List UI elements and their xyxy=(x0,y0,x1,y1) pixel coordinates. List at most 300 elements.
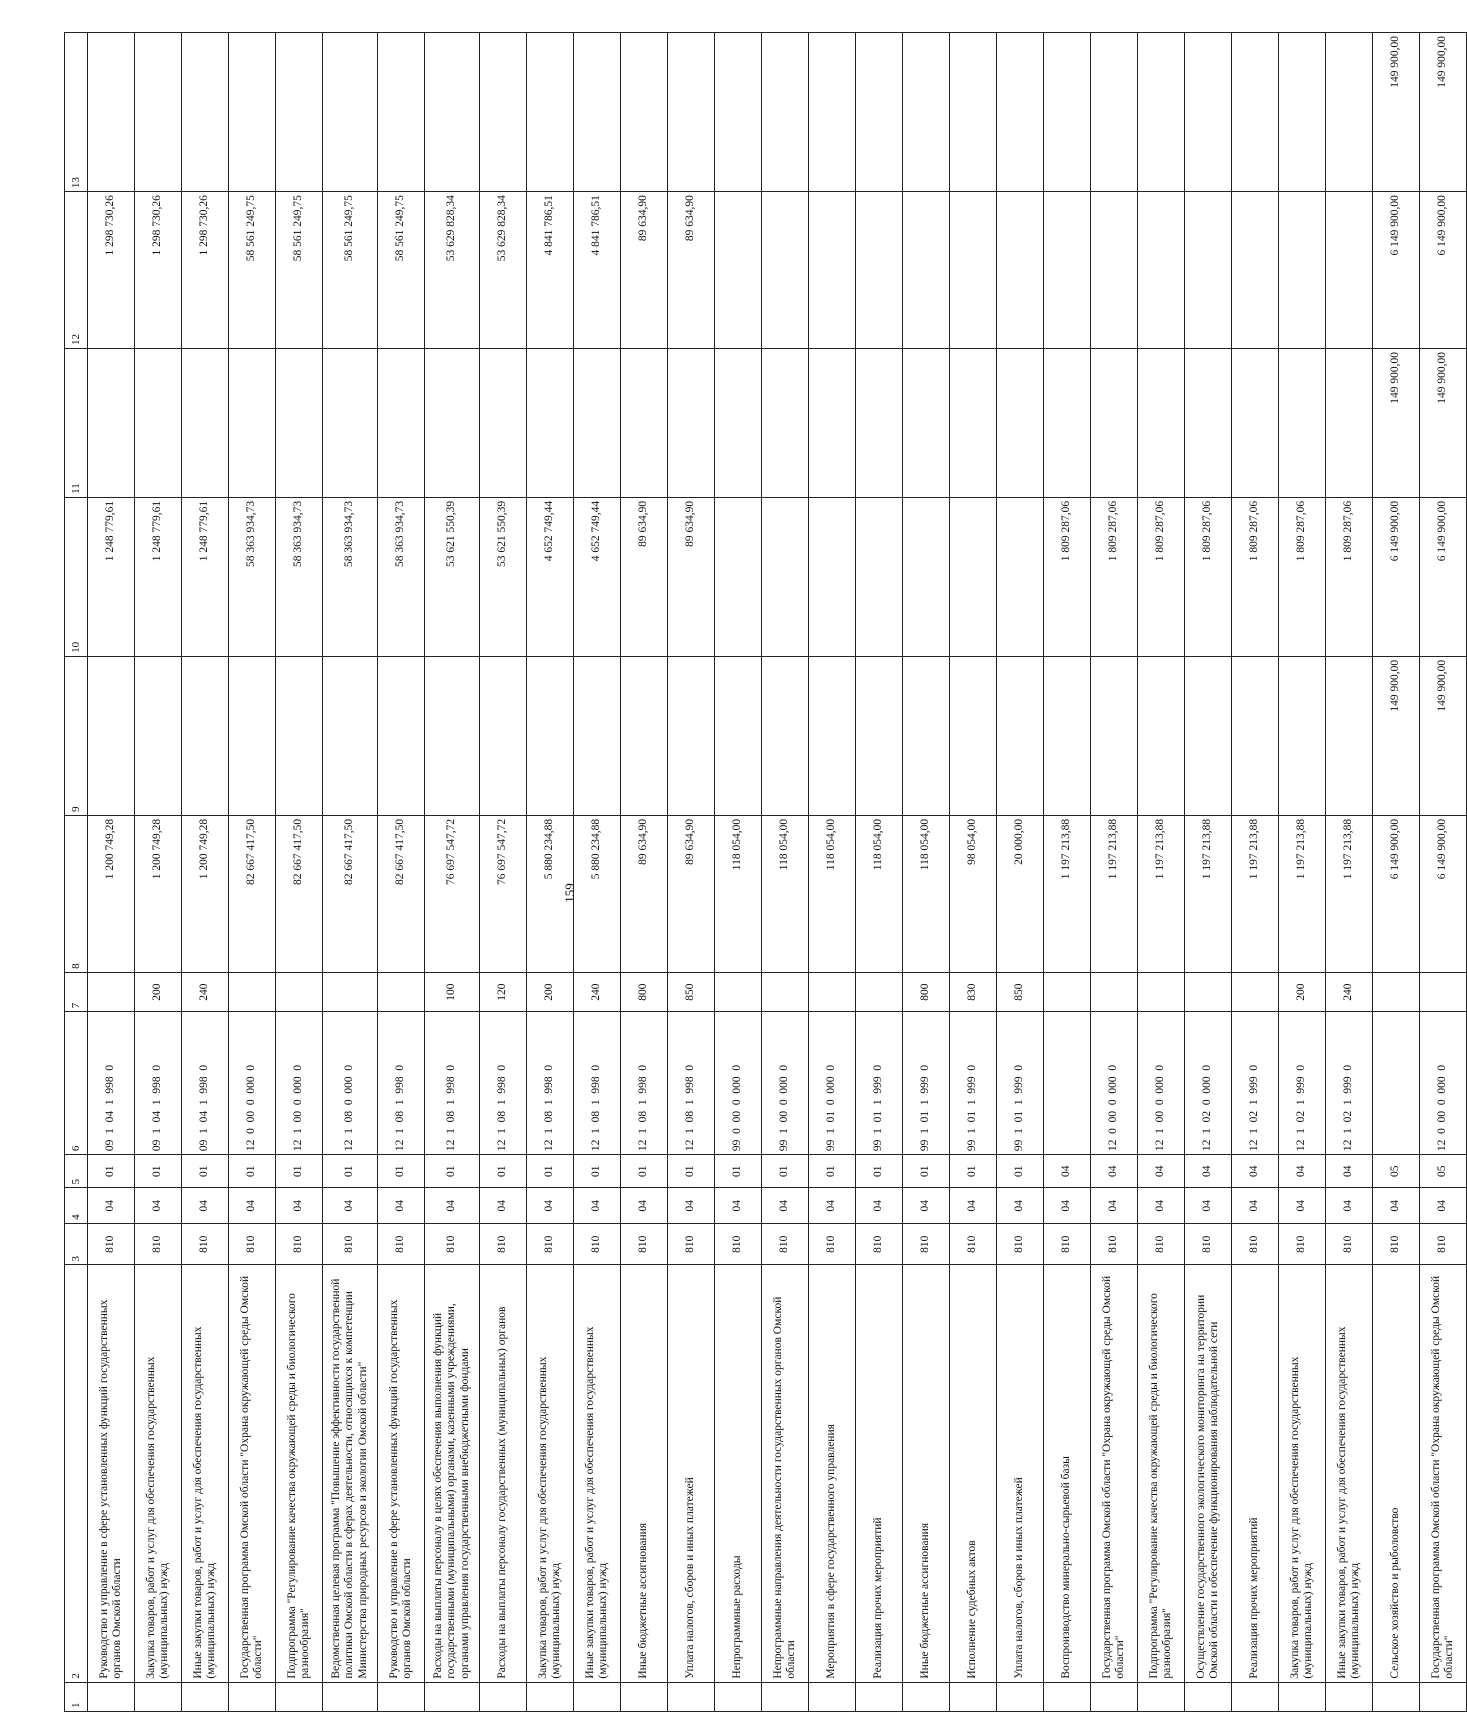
table-body xyxy=(65,33,1467,1712)
row-name-cell: Непрограммные расходы xyxy=(715,1265,762,1682)
table-row xyxy=(621,33,668,1712)
ministry-code-cell: 810 xyxy=(574,1223,621,1265)
row-name-cell: Руководство и управление в сфере установленных функций государственных органов Омской области xyxy=(378,1265,425,1682)
amount-cell xyxy=(715,33,762,192)
row-number-cell xyxy=(88,1682,135,1711)
section-cell: 04 xyxy=(88,1188,135,1223)
table-row xyxy=(997,33,1044,1712)
table-row xyxy=(1326,33,1373,1712)
target-article-cell: 12 1 02 1 999 0 xyxy=(1232,1012,1279,1155)
row-number-cell xyxy=(229,1682,276,1711)
section-cell: 04 xyxy=(762,1188,809,1223)
target-article-cell: 12 1 02 1 999 0 xyxy=(1279,1012,1326,1155)
amount-cell xyxy=(762,349,809,498)
header-cell: 12 xyxy=(65,192,88,349)
header-cell: 3 xyxy=(65,1223,88,1265)
amount-cell xyxy=(527,349,574,498)
row-number-cell xyxy=(1373,1682,1420,1711)
ministry-code-cell: 810 xyxy=(762,1223,809,1265)
expense-type-cell xyxy=(715,972,762,1011)
subsection-cell: 01 xyxy=(182,1155,229,1188)
amount-cell xyxy=(378,656,425,815)
amount-cell: 89 634,90 xyxy=(621,192,668,349)
expense-type-cell xyxy=(229,972,276,1011)
subsection-cell: 01 xyxy=(809,1155,856,1188)
row-number-cell xyxy=(903,1682,950,1711)
section-cell: 04 xyxy=(1420,1188,1467,1223)
amount-cell xyxy=(323,349,378,498)
ministry-code-cell: 810 xyxy=(1138,1223,1185,1265)
amount-cell xyxy=(856,497,903,656)
expense-type-cell: 830 xyxy=(950,972,997,1011)
ministry-code-cell: 810 xyxy=(715,1223,762,1265)
row-name-cell: Закупка товаров, работ и услуг для обеспечения государственных (муниципальных) нужд xyxy=(135,1265,182,1682)
amount-cell xyxy=(1232,33,1279,192)
expense-type-cell xyxy=(856,972,903,1011)
table-row xyxy=(1044,33,1091,1712)
table-row xyxy=(1279,33,1326,1712)
amount-cell xyxy=(762,656,809,815)
row-name-cell: Мероприятия в сфере государственного управления xyxy=(809,1265,856,1682)
target-article-cell: 12 1 08 1 998 0 xyxy=(425,1012,480,1155)
amount-cell: 6 149 900,00 xyxy=(1420,815,1467,972)
amount-cell xyxy=(480,33,527,192)
section-cell: 04 xyxy=(425,1188,480,1223)
amount-cell xyxy=(1044,349,1091,498)
header-cell: 5 xyxy=(65,1155,88,1188)
section-cell: 04 xyxy=(856,1188,903,1223)
amount-cell xyxy=(856,33,903,192)
amount-cell: 1 197 213,88 xyxy=(1279,815,1326,972)
section-cell: 04 xyxy=(135,1188,182,1223)
target-article-cell: 12 1 02 1 999 0 xyxy=(1326,1012,1373,1155)
amount-cell xyxy=(1091,192,1138,349)
amount-cell xyxy=(950,656,997,815)
amount-cell: 118 054,00 xyxy=(809,815,856,972)
amount-cell: 118 054,00 xyxy=(903,815,950,972)
amount-cell xyxy=(621,33,668,192)
section-cell: 04 xyxy=(1232,1188,1279,1223)
amount-cell xyxy=(229,656,276,815)
section-cell: 04 xyxy=(276,1188,323,1223)
table-row xyxy=(809,33,856,1712)
amount-cell xyxy=(425,349,480,498)
section-cell: 04 xyxy=(229,1188,276,1223)
amount-cell: 1 809 287,06 xyxy=(1232,497,1279,656)
amount-cell xyxy=(425,33,480,192)
row-name-cell: Исполнение судебных актов xyxy=(950,1265,997,1682)
amount-cell xyxy=(997,497,1044,656)
header-cell: 9 xyxy=(65,656,88,815)
amount-cell xyxy=(1138,192,1185,349)
amount-cell: 6 149 900,00 xyxy=(1420,497,1467,656)
amount-cell: 1 197 213,88 xyxy=(1091,815,1138,972)
amount-cell: 53 629 828,34 xyxy=(425,192,480,349)
ministry-code-cell: 810 xyxy=(323,1223,378,1265)
amount-cell: 58 363 934,73 xyxy=(276,497,323,656)
amount-cell: 1 197 213,88 xyxy=(1326,815,1373,972)
target-article-cell: 12 1 08 1 998 0 xyxy=(527,1012,574,1155)
amount-cell xyxy=(903,349,950,498)
expense-type-cell: 200 xyxy=(135,972,182,1011)
table-row xyxy=(378,33,425,1712)
amount-cell xyxy=(715,497,762,656)
table-header-row xyxy=(65,33,88,1712)
amount-cell: 118 054,00 xyxy=(715,815,762,972)
section-cell: 04 xyxy=(997,1188,1044,1223)
amount-cell xyxy=(1091,349,1138,498)
target-article-cell: 12 1 08 1 998 0 xyxy=(378,1012,425,1155)
section-cell: 04 xyxy=(1279,1188,1326,1223)
amount-cell xyxy=(323,33,378,192)
header-cell: 6 xyxy=(65,1012,88,1155)
amount-cell xyxy=(276,33,323,192)
subsection-cell: 01 xyxy=(903,1155,950,1188)
amount-cell xyxy=(1138,656,1185,815)
amount-cell xyxy=(1232,349,1279,498)
amount-cell xyxy=(229,349,276,498)
section-cell: 04 xyxy=(621,1188,668,1223)
amount-cell xyxy=(856,656,903,815)
amount-cell xyxy=(903,497,950,656)
expense-type-cell: 850 xyxy=(668,972,715,1011)
amount-cell xyxy=(229,33,276,192)
table-row xyxy=(903,33,950,1712)
row-name-cell: Иные закупки товаров, работ и услуг для обеспечения государственных (муниципальных) нужд xyxy=(182,1265,229,1682)
amount-cell: 53 629 828,34 xyxy=(480,192,527,349)
row-number-cell xyxy=(135,1682,182,1711)
section-cell: 04 xyxy=(668,1188,715,1223)
target-article-cell: 12 1 00 0 000 0 xyxy=(276,1012,323,1155)
amount-cell: 1 248 779,61 xyxy=(135,497,182,656)
subsection-cell: 04 xyxy=(1279,1155,1326,1188)
amount-cell xyxy=(903,33,950,192)
ministry-code-cell: 810 xyxy=(1420,1223,1467,1265)
amount-cell: 82 667 417,50 xyxy=(323,815,378,972)
amount-cell xyxy=(88,33,135,192)
ministry-code-cell: 810 xyxy=(621,1223,668,1265)
expense-type-cell xyxy=(276,972,323,1011)
table-row xyxy=(182,33,229,1712)
subsection-cell: 01 xyxy=(88,1155,135,1188)
target-article-cell: 99 1 01 0 000 0 xyxy=(809,1012,856,1155)
target-article-cell: 12 1 00 0 000 0 xyxy=(1138,1012,1185,1155)
amount-cell: 6 149 900,00 xyxy=(1420,192,1467,349)
amount-cell xyxy=(1185,656,1232,815)
amount-cell xyxy=(1279,656,1326,815)
row-number-cell xyxy=(323,1682,378,1711)
amount-cell xyxy=(323,656,378,815)
row-name-cell: Иные закупки товаров, работ и услуг для обеспечения государственных (муниципальных) нужд xyxy=(574,1265,621,1682)
expense-type-cell xyxy=(1185,972,1232,1011)
ministry-code-cell: 810 xyxy=(668,1223,715,1265)
amount-cell xyxy=(715,192,762,349)
row-number-cell xyxy=(527,1682,574,1711)
amount-cell xyxy=(621,349,668,498)
row-name-cell: Сельское хозяйство и рыболовство xyxy=(1373,1265,1420,1682)
target-article-cell: 12 1 02 0 000 0 xyxy=(1185,1012,1232,1155)
row-number-cell xyxy=(762,1682,809,1711)
row-number-cell xyxy=(1138,1682,1185,1711)
row-number-cell xyxy=(668,1682,715,1711)
header-cell: 4 xyxy=(65,1188,88,1223)
amount-cell: 4 841 786,51 xyxy=(574,192,621,349)
subsection-cell: 01 xyxy=(950,1155,997,1188)
amount-cell: 1 809 287,06 xyxy=(1044,497,1091,656)
row-name-cell: Воспроизводство минерально-сырьевой базы xyxy=(1044,1265,1091,1682)
ministry-code-cell: 810 xyxy=(1373,1223,1420,1265)
expense-type-cell xyxy=(1091,972,1138,1011)
amount-cell xyxy=(715,349,762,498)
amount-cell xyxy=(1279,349,1326,498)
table-row xyxy=(229,33,276,1712)
expense-type-cell: 200 xyxy=(1279,972,1326,1011)
amount-cell xyxy=(903,656,950,815)
amount-cell: 149 900,00 xyxy=(1373,349,1420,498)
row-name-cell: Государственная программа Омской области "Охрана окружающей среды Омской области" xyxy=(1420,1265,1467,1682)
amount-cell: 1 809 287,06 xyxy=(1138,497,1185,656)
amount-cell xyxy=(135,656,182,815)
amount-cell xyxy=(378,349,425,498)
amount-cell xyxy=(950,497,997,656)
target-article-cell: 12 0 00 0 000 0 xyxy=(1091,1012,1138,1155)
subsection-cell: 01 xyxy=(323,1155,378,1188)
amount-cell: 1 200 749,28 xyxy=(135,815,182,972)
amount-cell xyxy=(1326,349,1373,498)
page-number: 159 xyxy=(561,883,577,903)
amount-cell: 89 634,90 xyxy=(668,815,715,972)
table-row xyxy=(1232,33,1279,1712)
amount-cell xyxy=(1185,349,1232,498)
table-row xyxy=(135,33,182,1712)
table-row xyxy=(715,33,762,1712)
row-number-cell xyxy=(574,1682,621,1711)
amount-cell xyxy=(88,349,135,498)
amount-cell: 1 298 730,26 xyxy=(88,192,135,349)
table-row xyxy=(762,33,809,1712)
section-cell: 04 xyxy=(1091,1188,1138,1223)
target-article-cell: 12 1 08 1 998 0 xyxy=(621,1012,668,1155)
target-article-cell: 12 0 00 0 000 0 xyxy=(229,1012,276,1155)
amount-cell xyxy=(378,33,425,192)
amount-cell xyxy=(1279,192,1326,349)
amount-cell xyxy=(135,349,182,498)
amount-cell: 149 900,00 xyxy=(1373,33,1420,192)
section-cell: 04 xyxy=(1326,1188,1373,1223)
amount-cell xyxy=(809,349,856,498)
row-name-cell: Непрограммные направления деятельности государственных органов Омской области xyxy=(762,1265,809,1682)
amount-cell xyxy=(1044,656,1091,815)
amount-cell xyxy=(997,349,1044,498)
amount-cell xyxy=(1091,33,1138,192)
expense-type-cell xyxy=(378,972,425,1011)
amount-cell: 1 248 779,61 xyxy=(88,497,135,656)
row-name-cell: Уплата налогов, сборов и иных платежей xyxy=(668,1265,715,1682)
row-number-cell xyxy=(276,1682,323,1711)
target-article-cell: 99 1 00 0 000 0 xyxy=(762,1012,809,1155)
section-cell: 04 xyxy=(1373,1188,1420,1223)
row-number-cell xyxy=(378,1682,425,1711)
amount-cell xyxy=(621,656,668,815)
amount-cell xyxy=(1044,33,1091,192)
amount-cell xyxy=(574,33,621,192)
row-name-cell: Реализация прочих мероприятий xyxy=(856,1265,903,1682)
amount-cell xyxy=(276,656,323,815)
amount-cell xyxy=(997,33,1044,192)
amount-cell: 53 621 550,39 xyxy=(480,497,527,656)
ministry-code-cell: 810 xyxy=(997,1223,1044,1265)
row-number-cell xyxy=(621,1682,668,1711)
expense-type-cell xyxy=(1232,972,1279,1011)
section-cell: 04 xyxy=(323,1188,378,1223)
subsection-cell: 01 xyxy=(229,1155,276,1188)
table-row xyxy=(574,33,621,1712)
amount-cell: 6 149 900,00 xyxy=(1373,815,1420,972)
expense-type-cell xyxy=(1044,972,1091,1011)
header-cell: 7 xyxy=(65,972,88,1011)
row-number-cell xyxy=(1091,1682,1138,1711)
amount-cell xyxy=(88,656,135,815)
header-cell: 11 xyxy=(65,349,88,498)
subsection-cell: 05 xyxy=(1373,1155,1420,1188)
amount-cell xyxy=(1232,656,1279,815)
table-row xyxy=(1091,33,1138,1712)
ministry-code-cell: 810 xyxy=(903,1223,950,1265)
amount-cell: 89 634,90 xyxy=(668,497,715,656)
ministry-code-cell: 810 xyxy=(135,1223,182,1265)
amount-cell: 5 880 234,88 xyxy=(527,815,574,972)
section-cell: 04 xyxy=(574,1188,621,1223)
table-row xyxy=(480,33,527,1712)
row-number-cell xyxy=(715,1682,762,1711)
ministry-code-cell: 810 xyxy=(229,1223,276,1265)
subsection-cell: 01 xyxy=(135,1155,182,1188)
ministry-code-cell: 810 xyxy=(809,1223,856,1265)
table-row xyxy=(1138,33,1185,1712)
expense-type-cell: 850 xyxy=(997,972,1044,1011)
amount-cell: 4 652 749,44 xyxy=(527,497,574,656)
amount-cell: 1 298 730,26 xyxy=(182,192,229,349)
ministry-code-cell: 810 xyxy=(480,1223,527,1265)
row-name-cell: Иные бюджетные ассигнования xyxy=(903,1265,950,1682)
amount-cell: 1 809 287,06 xyxy=(1326,497,1373,656)
amount-cell: 98 054,00 xyxy=(950,815,997,972)
target-article-cell: 99 0 00 0 000 0 xyxy=(715,1012,762,1155)
amount-cell: 53 621 550,39 xyxy=(425,497,480,656)
target-article-cell: 99 1 01 1 999 0 xyxy=(903,1012,950,1155)
expense-type-cell: 200 xyxy=(527,972,574,1011)
rotated-table-container xyxy=(64,32,1455,1712)
target-article-cell: 99 1 01 1 999 0 xyxy=(950,1012,997,1155)
row-name-cell: Руководство и управление в сфере установленных функций государственных органов Омской области xyxy=(88,1265,135,1682)
amount-cell: 1 197 213,88 xyxy=(1185,815,1232,972)
target-article-cell: 09 1 04 1 998 0 xyxy=(88,1012,135,1155)
amount-cell: 82 667 417,50 xyxy=(229,815,276,972)
amount-cell: 58 561 249,75 xyxy=(276,192,323,349)
amount-cell: 58 363 934,73 xyxy=(378,497,425,656)
amount-cell xyxy=(182,349,229,498)
expense-type-cell: 240 xyxy=(1326,972,1373,1011)
section-cell: 04 xyxy=(950,1188,997,1223)
row-number-cell xyxy=(1420,1682,1467,1711)
row-name-cell: Закупка товаров, работ и услуг для обеспечения государственных (муниципальных) нужд xyxy=(527,1265,574,1682)
table-row xyxy=(323,33,378,1712)
budget-table xyxy=(64,32,1467,1712)
expense-type-cell: 800 xyxy=(903,972,950,1011)
amount-cell: 1 248 779,61 xyxy=(182,497,229,656)
amount-cell xyxy=(1185,192,1232,349)
subsection-cell: 01 xyxy=(715,1155,762,1188)
subsection-cell: 01 xyxy=(856,1155,903,1188)
amount-cell xyxy=(182,33,229,192)
amount-cell: 58 363 934,73 xyxy=(323,497,378,656)
ministry-code-cell: 810 xyxy=(1326,1223,1373,1265)
section-cell: 04 xyxy=(903,1188,950,1223)
amount-cell xyxy=(762,33,809,192)
section-cell: 04 xyxy=(1044,1188,1091,1223)
amount-cell: 89 634,90 xyxy=(621,497,668,656)
subsection-cell: 04 xyxy=(1091,1155,1138,1188)
subsection-cell: 01 xyxy=(527,1155,574,1188)
target-article-cell: 09 1 04 1 998 0 xyxy=(135,1012,182,1155)
subsection-cell: 01 xyxy=(378,1155,425,1188)
amount-cell: 89 634,90 xyxy=(621,815,668,972)
row-number-cell xyxy=(950,1682,997,1711)
amount-cell xyxy=(1138,349,1185,498)
row-number-cell xyxy=(1185,1682,1232,1711)
row-number-cell xyxy=(856,1682,903,1711)
target-article-cell xyxy=(1044,1012,1091,1155)
section-cell: 04 xyxy=(182,1188,229,1223)
amount-cell xyxy=(527,656,574,815)
amount-cell xyxy=(950,349,997,498)
amount-cell xyxy=(997,656,1044,815)
section-cell: 04 xyxy=(1138,1188,1185,1223)
table-row xyxy=(88,33,135,1712)
table-row xyxy=(950,33,997,1712)
subsection-cell: 05 xyxy=(1420,1155,1467,1188)
row-name-cell: Осуществление государственного экологического мониторинга на территории Омской области и обеспечение функционирования наблюдательной сети xyxy=(1185,1265,1232,1682)
amount-cell: 1 197 213,88 xyxy=(1232,815,1279,972)
target-article-cell: 99 1 01 1 999 0 xyxy=(997,1012,1044,1155)
amount-cell: 6 149 900,00 xyxy=(1373,192,1420,349)
row-number-cell xyxy=(997,1682,1044,1711)
row-number-cell xyxy=(182,1682,229,1711)
section-cell: 04 xyxy=(715,1188,762,1223)
amount-cell xyxy=(762,497,809,656)
expense-type-cell: 240 xyxy=(574,972,621,1011)
amount-cell xyxy=(950,33,997,192)
header-cell: 10 xyxy=(65,497,88,656)
amount-cell xyxy=(574,349,621,498)
ministry-code-cell: 810 xyxy=(950,1223,997,1265)
amount-cell: 82 667 417,50 xyxy=(378,815,425,972)
amount-cell xyxy=(574,656,621,815)
amount-cell xyxy=(1185,33,1232,192)
expense-type-cell xyxy=(762,972,809,1011)
ministry-code-cell: 810 xyxy=(88,1223,135,1265)
target-article-cell: 12 1 08 1 998 0 xyxy=(480,1012,527,1155)
amount-cell xyxy=(480,349,527,498)
amount-cell: 1 298 730,26 xyxy=(135,192,182,349)
amount-cell xyxy=(276,349,323,498)
ministry-code-cell: 810 xyxy=(527,1223,574,1265)
amount-cell xyxy=(809,656,856,815)
ministry-code-cell: 810 xyxy=(1279,1223,1326,1265)
table-row xyxy=(1185,33,1232,1712)
row-number-cell xyxy=(809,1682,856,1711)
amount-cell: 149 900,00 xyxy=(1373,656,1420,815)
